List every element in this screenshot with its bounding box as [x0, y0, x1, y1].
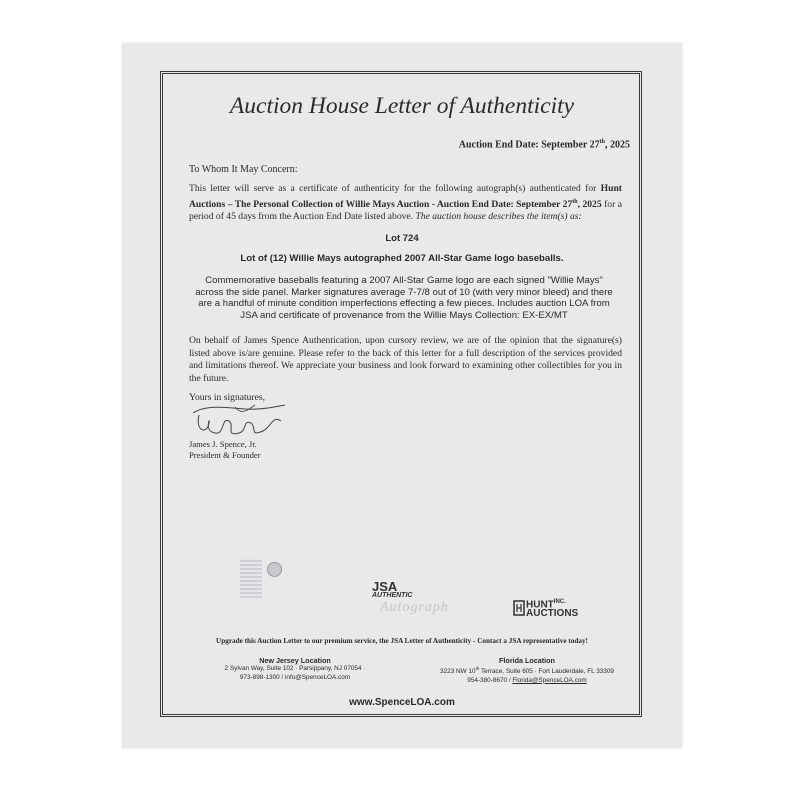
- intro-bold-end: , 2025: [577, 198, 602, 210]
- autograph-watermark: Autograph: [380, 600, 449, 615]
- fl-address: [412, 665, 642, 676]
- website-link[interactable]: www.SpenceLOA.com: [349, 697, 455, 708]
- closing: Yours in signatures,: [189, 392, 266, 403]
- fl-address-a: 3223 NW 10: [440, 668, 476, 676]
- fl-address-b: Terrace, Suite 605 · Fort Lauderdale, FL 33309: [479, 668, 614, 676]
- lot-number: Lot 724: [385, 233, 419, 244]
- intro-text: This letter will serve as a certificate of authenticity for the following autograph(s) authenticated for: [189, 183, 601, 194]
- end-date-year: , 2025: [605, 139, 630, 151]
- nj-location-name: New Jersey Location: [259, 656, 331, 665]
- fl-email-link[interactable]: Florida@SpenceLOA.com: [512, 676, 587, 684]
- nj-contact: 973-898-1300 / info@SpenceLOA.com: [239, 673, 351, 681]
- fl-phone: 954-380-8670 /: [467, 676, 513, 684]
- jsa-logo-text: JSA: [372, 579, 398, 594]
- intro-italic: The auction house describes the item(s) as:: [415, 211, 582, 223]
- letter-paper: [122, 43, 682, 748]
- jsa-logo-subtext: AUTHENTIC: [372, 592, 413, 599]
- intro-paragraph: [189, 183, 622, 224]
- intro-bold-text: Hunt Auctions – The Personal Collection of Willie Mays Auction - Auction End Date: September 27: [189, 183, 622, 210]
- hunt-logo-line2: AUCTIONS: [526, 608, 579, 620]
- hologram-sticker: [240, 558, 262, 598]
- hunt-logo-icon: [512, 599, 526, 617]
- auction-end-date: [459, 139, 630, 150]
- lot-description: Commemorative baseballs featuring a 2007 All-Star Game logo are each signed "Willie Mays" across the side panel. Marker signatures average 7-7/8 out of 10 (with very minor bleed) and there are a handful of minute condition imperfections effecting a few pieces. Includes auction LOA from JSA and certificate of provenance from the Willie Mays Collection: EX-EX/MT: [195, 275, 613, 321]
- fl-contact: [412, 677, 642, 685]
- letter-title: Auction House Letter of Authenticity: [229, 93, 575, 119]
- opinion-paragraph: On behalf of James Spence Authentication, upon cursory review, we are of the opinion that the signature(s) listed above is/are genuine. Please refer to the back of this letter for a full description of the services provided and limitations thereof. We appreciate your business and look forward to examining other collectibles for you in the future.: [189, 335, 622, 384]
- fl-location-name: Florida Location: [499, 656, 555, 665]
- salutation: To Whom It May Concern:: [189, 164, 298, 175]
- end-date-suffix: th: [599, 139, 605, 145]
- intro-bold-sup: th: [572, 198, 578, 205]
- upgrade-notice: Upgrade this Auction Letter to our premium service, the JSA Letter of Authenticity - Contact a JSA representative today!: [216, 637, 588, 645]
- hunt-auctions-logo: [512, 598, 578, 618]
- nj-location: [180, 657, 410, 682]
- signature-image: [185, 401, 295, 439]
- lot-title: Lot of (12) Willie Mays autographed 2007 All-Star Game logo baseballs.: [240, 253, 564, 264]
- baseball-photo: [267, 562, 282, 577]
- fl-address-sup: th: [475, 666, 480, 672]
- fl-location: [412, 657, 642, 685]
- intro-text-2: for a period of 45 days from the Auction End Date listed above.: [189, 198, 623, 223]
- nj-address: 2 Sylvan Way, Suite 102 · Parsippany, NJ 07054 ·: [224, 665, 366, 673]
- hunt-logo-line1: HUNT: [526, 599, 554, 611]
- signer-name: James J. Spence, Jr.: [189, 439, 257, 449]
- end-date-text: Auction End Date: September 27: [458, 139, 600, 151]
- hunt-logo-inc: INC.: [553, 599, 566, 605]
- signer-title: President & Founder: [189, 450, 261, 460]
- jsa-logo: [372, 579, 412, 599]
